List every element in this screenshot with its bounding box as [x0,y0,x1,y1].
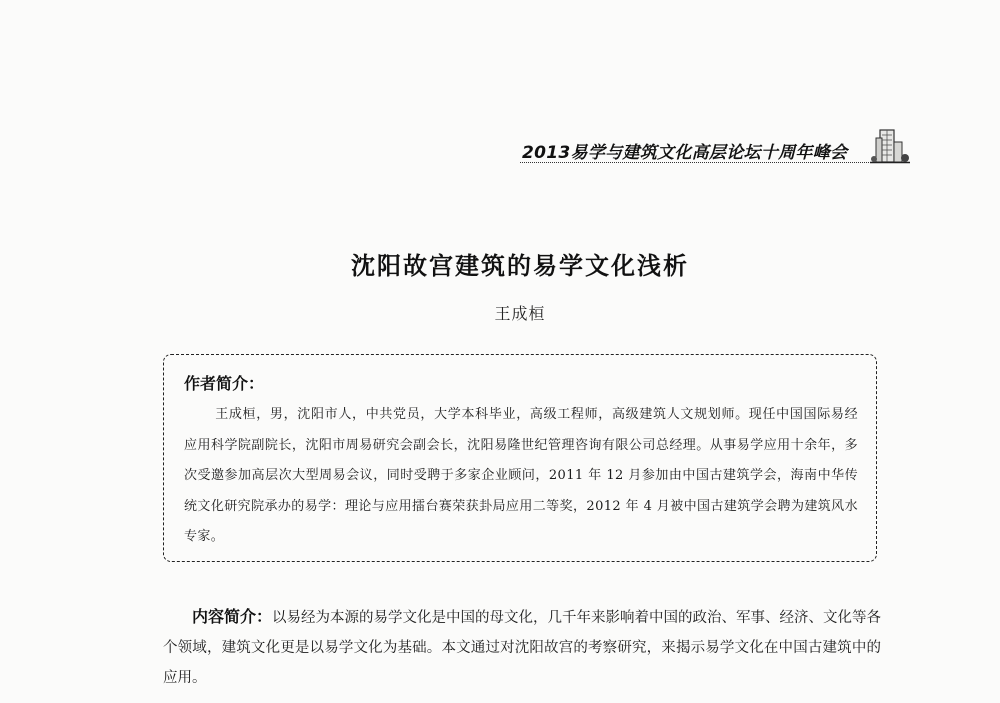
paper-title: 沈阳故宫建筑的易学文化浅析 [351,252,689,280]
abstract-label: 内容简介： [192,607,273,626]
abstract-text: 以易经为本源的易学文化是中国的母文化，几千年来影响着中国的政治、军事、经济、文化等各个领域，建筑文化更是以易学文化为基础。本文通过对沈阳故宫的考察研究，来揭示易学文化在中国古建筑中的应用。 [163,610,882,686]
author-bio-text: 王成桓，男，沈阳市人，中共党员，大学本科毕业，高级工程师，高级建筑人文规划师。现任中国国际易经应用科学院副院长，沈阳市周易研究会副会长，沈阳易隆世纪管理咨询有限公司总经理。从事易学应用十余年，多次受邀参加高层次大型周易会议，同时受聘于多家企业顾问，2011 年 12 月参加由中国古建筑学会，海南中华传统文化研究院承办的易学：理论与应用擂台赛荣获卦局应用二等奖，2012 年 4 月被中国古建筑学会聘为建筑风水专家。 [184,407,858,544]
author-bio-box [163,354,877,562]
running-header [500,122,915,168]
header-dotted-rule [520,162,885,163]
abstract-paragraph [163,602,881,693]
author-bio-heading: 作者简介： [184,374,265,393]
author-name: 王成桓 [494,304,546,323]
building-icon [868,124,912,166]
running-header-text: 2013易学与建筑文化高层论坛十周年峰会 [522,143,848,163]
